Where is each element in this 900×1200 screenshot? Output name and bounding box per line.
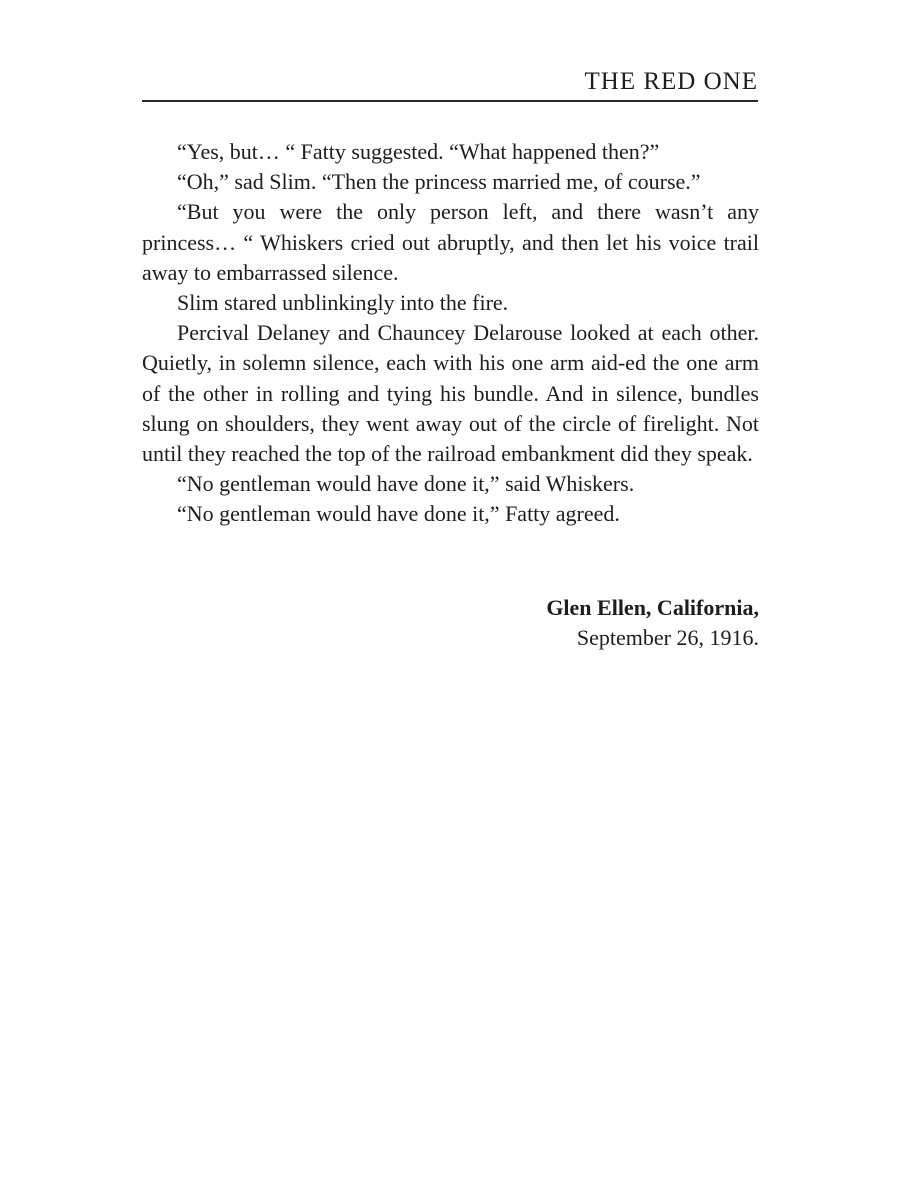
signature-date: September 26, 1916. <box>576 625 759 651</box>
signature-block <box>142 593 759 653</box>
signature-place: Glen Ellen, California, <box>546 595 759 620</box>
running-head-title: THE RED ONE <box>584 68 758 95</box>
paragraph-5: Percival Delaney and Chauncey Delarouse looked at each other. Quietly, in solemn silence, each with his one arm aid-ed the one arm of the other in rolling and tying his bundle. And in silence, bundles slung on shoulders, they went away out of the circle of firelight. Not until they reached the top of the railroad embankment did they speak. <box>142 320 759 467</box>
paragraph-6: “No gentleman would have done it,” said Whiskers. <box>177 471 635 497</box>
paragraph-4: Slim stared unblinkingly into the fire. <box>177 290 509 316</box>
paragraph-1: “Yes, but… “ Fatty suggested. “What happened then?” <box>177 139 660 164</box>
paragraph-3: “But you were the only person left, and there wasn’t any princess… “ Whiskers cried out abruptly, and then let his voice trail away to embarrassed silence. <box>142 199 759 285</box>
paragraph-7: “No gentleman would have done it,” Fatty agreed. <box>177 501 620 527</box>
paragraph-2: “Oh,” sad Slim. “Then the princess married me, of course.” <box>177 169 701 195</box>
header-rule <box>142 100 758 102</box>
body-text <box>142 137 759 530</box>
